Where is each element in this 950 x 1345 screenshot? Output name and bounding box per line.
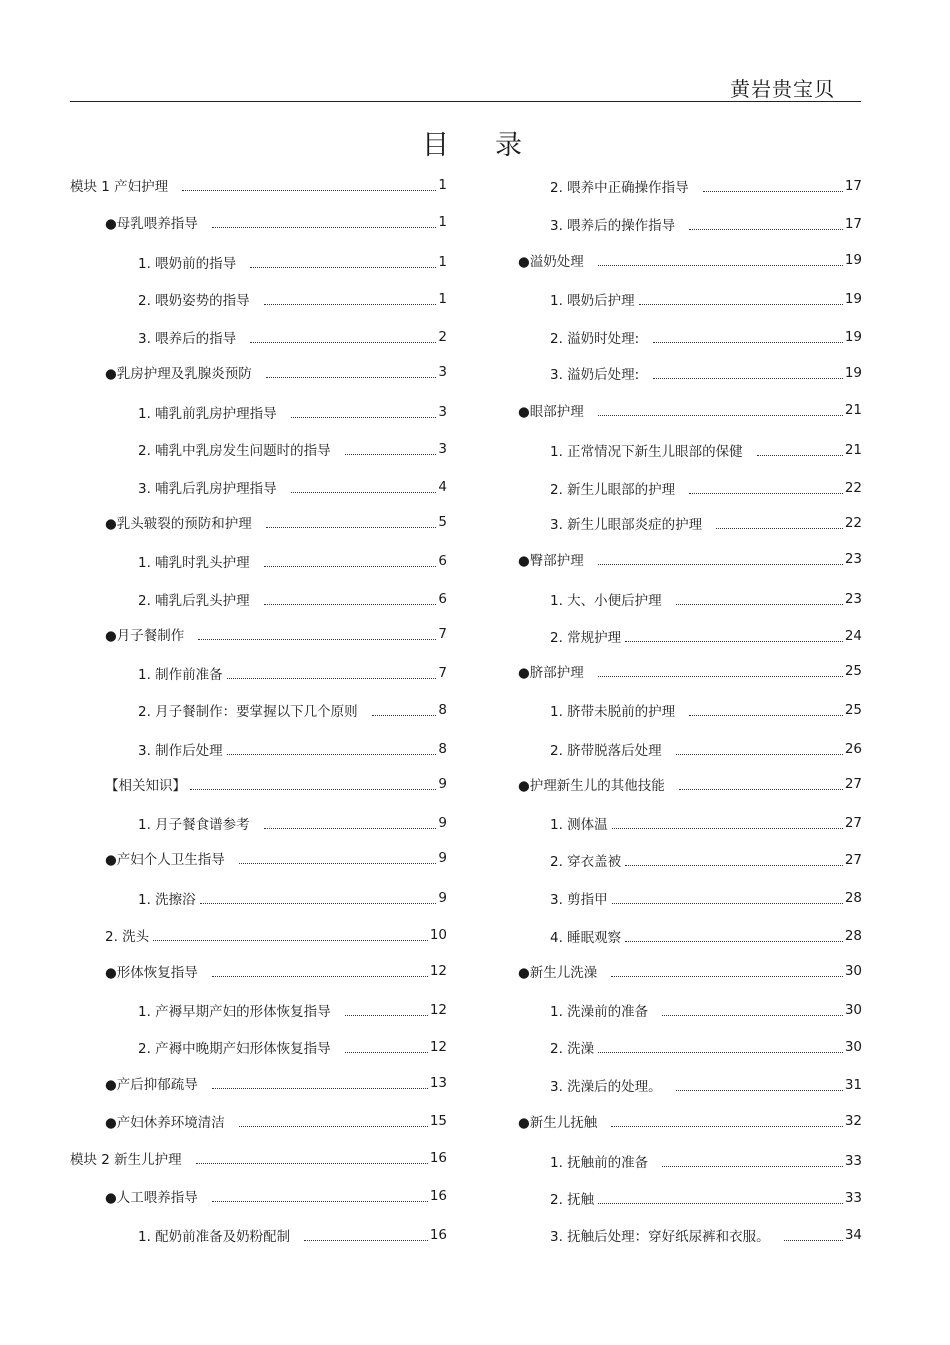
toc-entry-label: ●母乳喂养指导 bbox=[105, 216, 198, 232]
toc-dot-leader bbox=[182, 189, 436, 191]
toc-entry[interactable] bbox=[550, 888, 862, 908]
toc-entry-page: 3 bbox=[438, 404, 447, 420]
toc-entry-label: 3. 抚触后处理：穿好纸尿裤和衣服。 bbox=[550, 1229, 770, 1245]
toc-dot-leader bbox=[250, 266, 436, 268]
toc-dot-leader bbox=[703, 190, 843, 192]
toc-entry-label: 2. 洗头 bbox=[105, 929, 150, 945]
toc-dot-leader bbox=[250, 341, 436, 343]
toc-entry[interactable] bbox=[105, 624, 447, 644]
toc-entry[interactable] bbox=[550, 440, 862, 460]
toc-entry[interactable] bbox=[138, 589, 447, 609]
toc-entry-page: 10 bbox=[429, 927, 447, 943]
toc-entry-label: 2. 产褥中晚期产妇形体恢复指导 bbox=[138, 1041, 331, 1057]
toc-dot-leader bbox=[239, 1125, 428, 1127]
toc-entry-label: ●产妇个人卫生指导 bbox=[105, 852, 225, 868]
toc-entry-label: ●乳头皲裂的预防和护理 bbox=[105, 516, 252, 532]
toc-entry[interactable] bbox=[138, 813, 447, 833]
toc-entry-label: ●乳房护理及乳腺炎预防 bbox=[105, 366, 252, 382]
toc-entry-label: 2. 哺乳后乳头护理 bbox=[138, 593, 250, 609]
toc-entry[interactable] bbox=[518, 549, 862, 569]
toc-entry-label: 1. 正常情况下新生儿眼部的保健 bbox=[550, 444, 743, 460]
toc-dot-leader bbox=[212, 1200, 428, 1202]
toc-entry-page: 27 bbox=[844, 815, 862, 831]
toc-dot-leader bbox=[598, 264, 843, 266]
toc-entry-page: 1 bbox=[438, 291, 447, 307]
toc-entry-label: 2. 喂奶姿势的指导 bbox=[138, 293, 250, 309]
toc-entry-label: ●脐部护理 bbox=[518, 665, 584, 681]
toc-entry-page: 30 bbox=[844, 1039, 862, 1055]
toc-entry-label: 3. 制作后处理 bbox=[138, 743, 223, 759]
toc-entry-page: 30 bbox=[844, 963, 862, 979]
toc-entry-page: 25 bbox=[844, 702, 862, 718]
toc-entry-page: 19 bbox=[844, 252, 862, 268]
toc-entry[interactable] bbox=[550, 1000, 862, 1020]
toc-entry[interactable] bbox=[138, 1037, 447, 1057]
toc-entry-page: 5 bbox=[438, 514, 447, 530]
header-brand: 黄岩贵宝贝 bbox=[730, 77, 835, 101]
toc-dot-leader bbox=[662, 1014, 843, 1016]
toc-entry-label: 4. 睡眠观察 bbox=[550, 930, 622, 946]
toc-entry-label: 1. 哺乳前乳房护理指导 bbox=[138, 406, 277, 422]
toc-dot-leader bbox=[264, 603, 437, 605]
toc-entry-page: 1 bbox=[438, 214, 447, 230]
toc-dot-leader bbox=[653, 341, 843, 343]
toc-entry[interactable] bbox=[518, 961, 862, 981]
toc-entry-page: 9 bbox=[438, 815, 447, 831]
toc-entry[interactable] bbox=[105, 212, 447, 232]
toc-entry-label: 1. 哺乳时乳头护理 bbox=[138, 555, 250, 571]
toc-entry-label: 2. 月子餐制作：要掌握以下几个原则 bbox=[138, 704, 358, 720]
toc-entry-page: 16 bbox=[429, 1188, 447, 1204]
toc-dot-leader bbox=[212, 975, 428, 977]
toc-entry-label: 3. 溢奶后处理: bbox=[550, 367, 640, 383]
toc-entry[interactable] bbox=[105, 362, 447, 382]
toc-entry-label: 1. 测体温 bbox=[550, 817, 608, 833]
toc-entry-label: 3. 新生儿眼部炎症的护理 bbox=[550, 517, 703, 533]
toc-entry-page: 22 bbox=[844, 515, 862, 531]
toc-entry[interactable] bbox=[550, 176, 862, 196]
toc-entry-page: 21 bbox=[844, 402, 862, 418]
toc-dot-leader bbox=[372, 714, 437, 716]
toc-entry[interactable] bbox=[138, 663, 447, 683]
toc-entry[interactable] bbox=[550, 1151, 862, 1171]
toc-entry-page: 1 bbox=[438, 177, 447, 193]
toc-entry[interactable] bbox=[550, 1188, 862, 1208]
toc-entry-label: 1. 配奶前准备及奶粉配制 bbox=[138, 1229, 291, 1245]
toc-entry[interactable] bbox=[138, 739, 447, 759]
toc-entry-page: 28 bbox=[844, 890, 862, 906]
toc-entry-page: 12 bbox=[429, 1039, 447, 1055]
toc-entry-page: 17 bbox=[844, 178, 862, 194]
toc-entry-label: ●护理新生儿的其他技能 bbox=[518, 778, 665, 794]
toc-entry-label: 1. 洗擦浴 bbox=[138, 892, 196, 908]
toc-entry-label: 2. 溢奶时处理: bbox=[550, 331, 640, 347]
toc-entry[interactable] bbox=[138, 551, 447, 571]
toc-entry-page: 32 bbox=[844, 1113, 862, 1129]
toc-entry[interactable] bbox=[138, 1225, 447, 1245]
toc-entry[interactable] bbox=[138, 402, 447, 422]
toc-dot-leader bbox=[676, 603, 843, 605]
toc-dot-leader bbox=[291, 491, 437, 493]
toc-entry[interactable] bbox=[550, 289, 862, 309]
toc-dot-leader bbox=[345, 1014, 428, 1016]
toc-entry-label: 3. 剪指甲 bbox=[550, 892, 608, 908]
toc-dot-leader bbox=[266, 376, 437, 378]
toc-dot-leader bbox=[639, 303, 843, 305]
toc-dot-leader bbox=[153, 939, 428, 941]
toc-entry-page: 6 bbox=[438, 591, 447, 607]
toc-entry-page: 9 bbox=[438, 776, 447, 792]
toc-entry-label: 3. 洗澡后的处理。 bbox=[550, 1079, 662, 1095]
toc-dot-leader bbox=[625, 864, 843, 866]
toc-dot-leader bbox=[598, 1202, 843, 1204]
toc-dot-leader bbox=[345, 453, 437, 455]
toc-entry[interactable] bbox=[138, 327, 447, 347]
toc-entry[interactable] bbox=[518, 400, 862, 420]
toc-dot-leader bbox=[212, 1087, 428, 1089]
toc-dot-leader bbox=[689, 492, 843, 494]
toc-dot-leader bbox=[345, 1051, 428, 1053]
toc-entry[interactable] bbox=[550, 513, 862, 533]
toc-entry-label: 3. 喂养后的指导 bbox=[138, 331, 237, 347]
toc-entry-label: ●产后抑郁疏导 bbox=[105, 1077, 198, 1093]
toc-entry-label: 3. 哺乳后乳房护理指导 bbox=[138, 481, 277, 497]
toc-entry[interactable] bbox=[550, 813, 862, 833]
toc-entry[interactable] bbox=[70, 175, 447, 195]
toc-entry-page: 8 bbox=[438, 741, 447, 757]
toc-dot-leader bbox=[304, 1239, 428, 1241]
toc-entry[interactable] bbox=[550, 1075, 862, 1095]
toc-dot-leader bbox=[784, 1239, 843, 1241]
toc-entry-label: 1. 脐带未脱前的护理 bbox=[550, 704, 676, 720]
toc-entry[interactable] bbox=[138, 888, 447, 908]
toc-entry-label: 2. 常规护理 bbox=[550, 630, 622, 646]
toc-entry-label: 2. 喂养中正确操作指导 bbox=[550, 180, 689, 196]
toc-entry-label: 2. 洗澡 bbox=[550, 1041, 595, 1057]
toc-entry-label: ●人工喂养指导 bbox=[105, 1190, 198, 1206]
toc-entry-page: 23 bbox=[844, 591, 862, 607]
toc-entry-label: 1. 抚触前的准备 bbox=[550, 1155, 649, 1171]
toc-dot-leader bbox=[611, 975, 843, 977]
toc-entry-page: 26 bbox=[844, 741, 862, 757]
toc-entry[interactable] bbox=[105, 848, 447, 868]
toc-entry[interactable] bbox=[518, 774, 862, 794]
toc-entry-label: ●形体恢复指导 bbox=[105, 965, 198, 981]
toc-dot-leader bbox=[612, 902, 843, 904]
toc-dot-leader bbox=[662, 1165, 843, 1167]
toc-entry-label: 2. 穿衣盖被 bbox=[550, 854, 622, 870]
toc-entry[interactable] bbox=[550, 478, 862, 498]
toc-entry-page: 27 bbox=[844, 776, 862, 792]
toc-entry-page: 1 bbox=[438, 254, 447, 270]
toc-dot-leader bbox=[689, 228, 843, 230]
toc-dot-leader bbox=[653, 377, 843, 379]
toc-entry-label: 1. 制作前准备 bbox=[138, 667, 223, 683]
toc-entry-page: 9 bbox=[438, 890, 447, 906]
toc-entry-page: 19 bbox=[844, 365, 862, 381]
toc-entry-page: 19 bbox=[844, 329, 862, 345]
toc-entry[interactable] bbox=[550, 363, 862, 383]
toc-entry-page: 27 bbox=[844, 852, 862, 868]
toc-entry-label: ●眼部护理 bbox=[518, 404, 584, 420]
toc-entry-page: 31 bbox=[844, 1077, 862, 1093]
toc-dot-leader bbox=[212, 226, 437, 228]
toc-entry-label: 【相关知识】 bbox=[105, 778, 186, 794]
toc-entry-page: 21 bbox=[844, 442, 862, 458]
toc-dot-leader bbox=[291, 416, 437, 418]
toc-dot-leader bbox=[611, 1125, 843, 1127]
toc-entry[interactable] bbox=[138, 700, 447, 720]
toc-entry-page: 33 bbox=[844, 1153, 862, 1169]
toc-entry-page: 13 bbox=[429, 1075, 447, 1091]
toc-entry-page: 23 bbox=[844, 551, 862, 567]
toc-dot-leader bbox=[190, 788, 436, 790]
toc-entry[interactable] bbox=[550, 739, 862, 759]
toc-entry[interactable] bbox=[138, 477, 447, 497]
toc-dot-leader bbox=[200, 902, 437, 904]
toc-entry[interactable] bbox=[138, 439, 447, 459]
toc-entry-page: 12 bbox=[429, 1002, 447, 1018]
toc-entry[interactable] bbox=[105, 961, 447, 981]
toc-dot-leader bbox=[612, 827, 843, 829]
toc-entry-page: 24 bbox=[844, 628, 862, 644]
toc-entry[interactable] bbox=[105, 1186, 447, 1206]
toc-entry[interactable] bbox=[550, 626, 862, 646]
toc-dot-leader bbox=[264, 303, 437, 305]
toc-entry[interactable] bbox=[138, 289, 447, 309]
toc-entry[interactable] bbox=[518, 250, 862, 270]
toc-entry-label: 模块 2 新生儿护理 bbox=[70, 1152, 182, 1168]
toc-entry-page: 34 bbox=[844, 1227, 862, 1243]
toc-title: 目录 bbox=[422, 130, 568, 161]
toc-entry-label: ●新生儿洗澡 bbox=[518, 965, 598, 981]
toc-entry[interactable] bbox=[550, 327, 862, 347]
toc-entry[interactable] bbox=[550, 850, 862, 870]
toc-dot-leader bbox=[264, 827, 437, 829]
toc-entry-label: 2. 新生儿眼部的护理 bbox=[550, 482, 676, 498]
toc-entry-label: ●产妇休养环境清洁 bbox=[105, 1115, 225, 1131]
toc-entry-label: 3. 喂养后的操作指导 bbox=[550, 218, 676, 234]
toc-entry-page: 9 bbox=[438, 850, 447, 866]
toc-dot-leader bbox=[689, 714, 843, 716]
toc-entry-page: 8 bbox=[438, 702, 447, 718]
toc-entry-page: 4 bbox=[438, 479, 447, 495]
toc-entry[interactable] bbox=[105, 1111, 447, 1131]
toc-entry[interactable] bbox=[70, 1148, 447, 1168]
toc-entry-page: 22 bbox=[844, 480, 862, 496]
toc-entry-page: 25 bbox=[844, 663, 862, 679]
toc-entry-page: 6 bbox=[438, 553, 447, 569]
toc-entry[interactable] bbox=[550, 589, 862, 609]
toc-entry-page: 7 bbox=[438, 665, 447, 681]
toc-dot-leader bbox=[598, 414, 843, 416]
toc-entry-label: 模块 1 产妇护理 bbox=[70, 179, 169, 195]
toc-entry-page: 33 bbox=[844, 1190, 862, 1206]
toc-entry-page: 7 bbox=[438, 626, 447, 642]
toc-dot-leader bbox=[196, 1162, 428, 1164]
toc-dot-leader bbox=[227, 677, 437, 679]
toc-entry-label: 2. 抚触 bbox=[550, 1192, 595, 1208]
toc-entry-label: ●月子餐制作 bbox=[105, 628, 185, 644]
toc-entry-label: 2. 脐带脱落后处理 bbox=[550, 743, 662, 759]
toc-entry-label: ●臀部护理 bbox=[518, 553, 584, 569]
toc-entry[interactable] bbox=[105, 512, 447, 532]
toc-dot-leader bbox=[625, 940, 843, 942]
toc-dot-leader bbox=[266, 526, 437, 528]
toc-dot-leader bbox=[227, 753, 437, 755]
toc-entry-page: 3 bbox=[438, 441, 447, 457]
header-rule bbox=[70, 101, 861, 102]
toc-entry-label: 1. 洗澡前的准备 bbox=[550, 1004, 649, 1020]
toc-entry[interactable] bbox=[105, 925, 447, 945]
toc-entry[interactable] bbox=[138, 1000, 447, 1020]
toc-entry-page: 3 bbox=[438, 364, 447, 380]
toc-entry-page: 16 bbox=[429, 1150, 447, 1166]
toc-dot-leader bbox=[239, 862, 437, 864]
toc-entry-label: ●溢奶处理 bbox=[518, 254, 584, 270]
toc-dot-leader bbox=[676, 1089, 843, 1091]
toc-entry-label: 1. 大、小便后护理 bbox=[550, 593, 662, 609]
toc-entry[interactable] bbox=[550, 1037, 862, 1057]
toc-entry-page: 2 bbox=[438, 329, 447, 345]
toc-dot-leader bbox=[679, 788, 843, 790]
toc-entry[interactable] bbox=[518, 1111, 862, 1131]
toc-dot-leader bbox=[198, 638, 436, 640]
toc-entry-label: 1. 产褥早期产妇的形体恢复指导 bbox=[138, 1004, 331, 1020]
toc-dot-leader bbox=[598, 1051, 843, 1053]
toc-dot-leader bbox=[757, 454, 843, 456]
toc-entry[interactable] bbox=[550, 1225, 862, 1245]
toc-entry[interactable] bbox=[105, 774, 447, 794]
toc-entry-page: 15 bbox=[429, 1113, 447, 1129]
toc-entry[interactable] bbox=[138, 252, 447, 272]
toc-entry[interactable] bbox=[550, 700, 862, 720]
toc-entry-page: 28 bbox=[844, 928, 862, 944]
toc-entry-label: ●新生儿抚触 bbox=[518, 1115, 598, 1131]
toc-dot-leader bbox=[676, 753, 843, 755]
toc-dot-leader bbox=[716, 527, 843, 529]
toc-dot-leader bbox=[264, 565, 437, 567]
toc-entry-page: 19 bbox=[844, 291, 862, 307]
toc-entry-label: 1. 月子餐食谱参考 bbox=[138, 817, 250, 833]
toc-dot-leader bbox=[598, 563, 843, 565]
toc-dot-leader bbox=[598, 675, 843, 677]
toc-entry-page: 30 bbox=[844, 1002, 862, 1018]
toc-entry-label: 1. 喂奶后护理 bbox=[550, 293, 635, 309]
toc-entry[interactable] bbox=[518, 661, 862, 681]
toc-entry-page: 17 bbox=[844, 216, 862, 232]
toc-entry[interactable] bbox=[550, 214, 862, 234]
toc-entry[interactable] bbox=[550, 926, 862, 946]
toc-entry-label: 2. 哺乳中乳房发生问题时的指导 bbox=[138, 443, 331, 459]
toc-entry-label: 1. 喂奶前的指导 bbox=[138, 256, 237, 272]
toc-entry-page: 12 bbox=[429, 963, 447, 979]
toc-entry[interactable] bbox=[105, 1073, 447, 1093]
toc-dot-leader bbox=[625, 640, 843, 642]
toc-entry-page: 16 bbox=[429, 1227, 447, 1243]
